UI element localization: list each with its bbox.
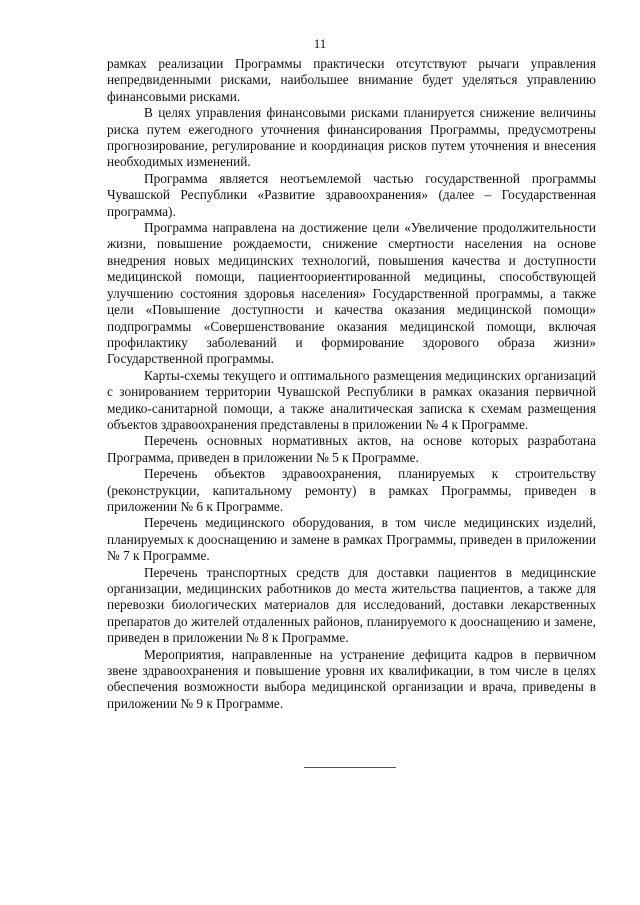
paragraph-staffing-appendix-9: Мероприятия, направленные на устранение дефицита кадров в первичном звене здравоохранения и повышение уровня их квалификации, в том числе в целях обеспечения возможности выбора медицинской организации и врача, приведены в приложении № 9 к Программе. xyxy=(107,646,596,711)
paragraph-normative-acts-appendix-5: Перечень основных нормативных актов, на основе которых разработана Программа, приведен в приложении № 5 к Программе. xyxy=(107,433,596,465)
paragraph-risk-management: В целях управления финансовыми рисками планируется снижение величины риска путем ежегодного уточнения финансирования Программы, предусмотрены прогнозирование, регулирование и координация рисков путем уточнения и внесения необходимых изменений. xyxy=(107,105,596,170)
paragraph-continuation: рамках реализации Программы практически отсутствуют рычаги управления непредвиденными рисками, наибольшее внимание будет уделяться управлению финансовыми рисками. xyxy=(107,56,596,104)
paragraph-transport-appendix-8: Перечень транспортных средств для доставки пациентов в медицинские организации, медицинских работников до места жительства пациентов, а также для перевозки биологических материалов для исследований, доставки лекарственных препаратов до жителей отдаленных районов, планируемого к дооснащению и замене, приведен в приложении № 8 к Программе. xyxy=(107,564,596,646)
paragraph-construction-appendix-6: Перечень объектов здравоохранения, планируемых к строительству (реконструкции, капитальному ремонту) в рамках Программы, приведен в приложении № 6 к Программе. xyxy=(107,466,596,514)
paragraph-program-goals: Программа направлена на достижение цели «Увеличение продолжительности жизни, повышение рождаемости, снижение смертности населения на основе внедрения новых медицинских технологий, повышения качества и доступности медицинской помощи, пациентоориентированной медицины, способствующей улучшению состояния здоровья населения» Государственной программы, а также цели «Повышение доступности и качества оказания медицинской помощи» подпрограммы «Совершенствование оказания медицинской помощи, включая профилактику заболеваний и формирование здорового образа жизни» Государственной программы. xyxy=(107,220,596,367)
paragraph-state-program: Программа является неотъемлемой частью государственной программы Чувашской Республики «Развитие здравоохранения» (далее – Государственная программа). xyxy=(107,170,596,219)
end-divider xyxy=(304,767,396,768)
paragraph-equipment-appendix-7: Перечень медицинского оборудования, в том числе медицинских изделий, планируемых к дооснащению и замене в рамках Программы, приведен в приложении № 7 к Программе. xyxy=(107,515,596,564)
document-body xyxy=(107,56,596,712)
paragraph-maps-appendix-4: Карты-схемы текущего и оптимального размещения медицинских организаций с зонированием территории Чувашской Республики в рамках оказания первичной медико-санитарной помощи, а также аналитическая записка к схемам размещения объектов здравоохранения представлены в приложении № 4 к Программе. xyxy=(107,367,596,432)
page-number: 11 xyxy=(313,36,327,51)
